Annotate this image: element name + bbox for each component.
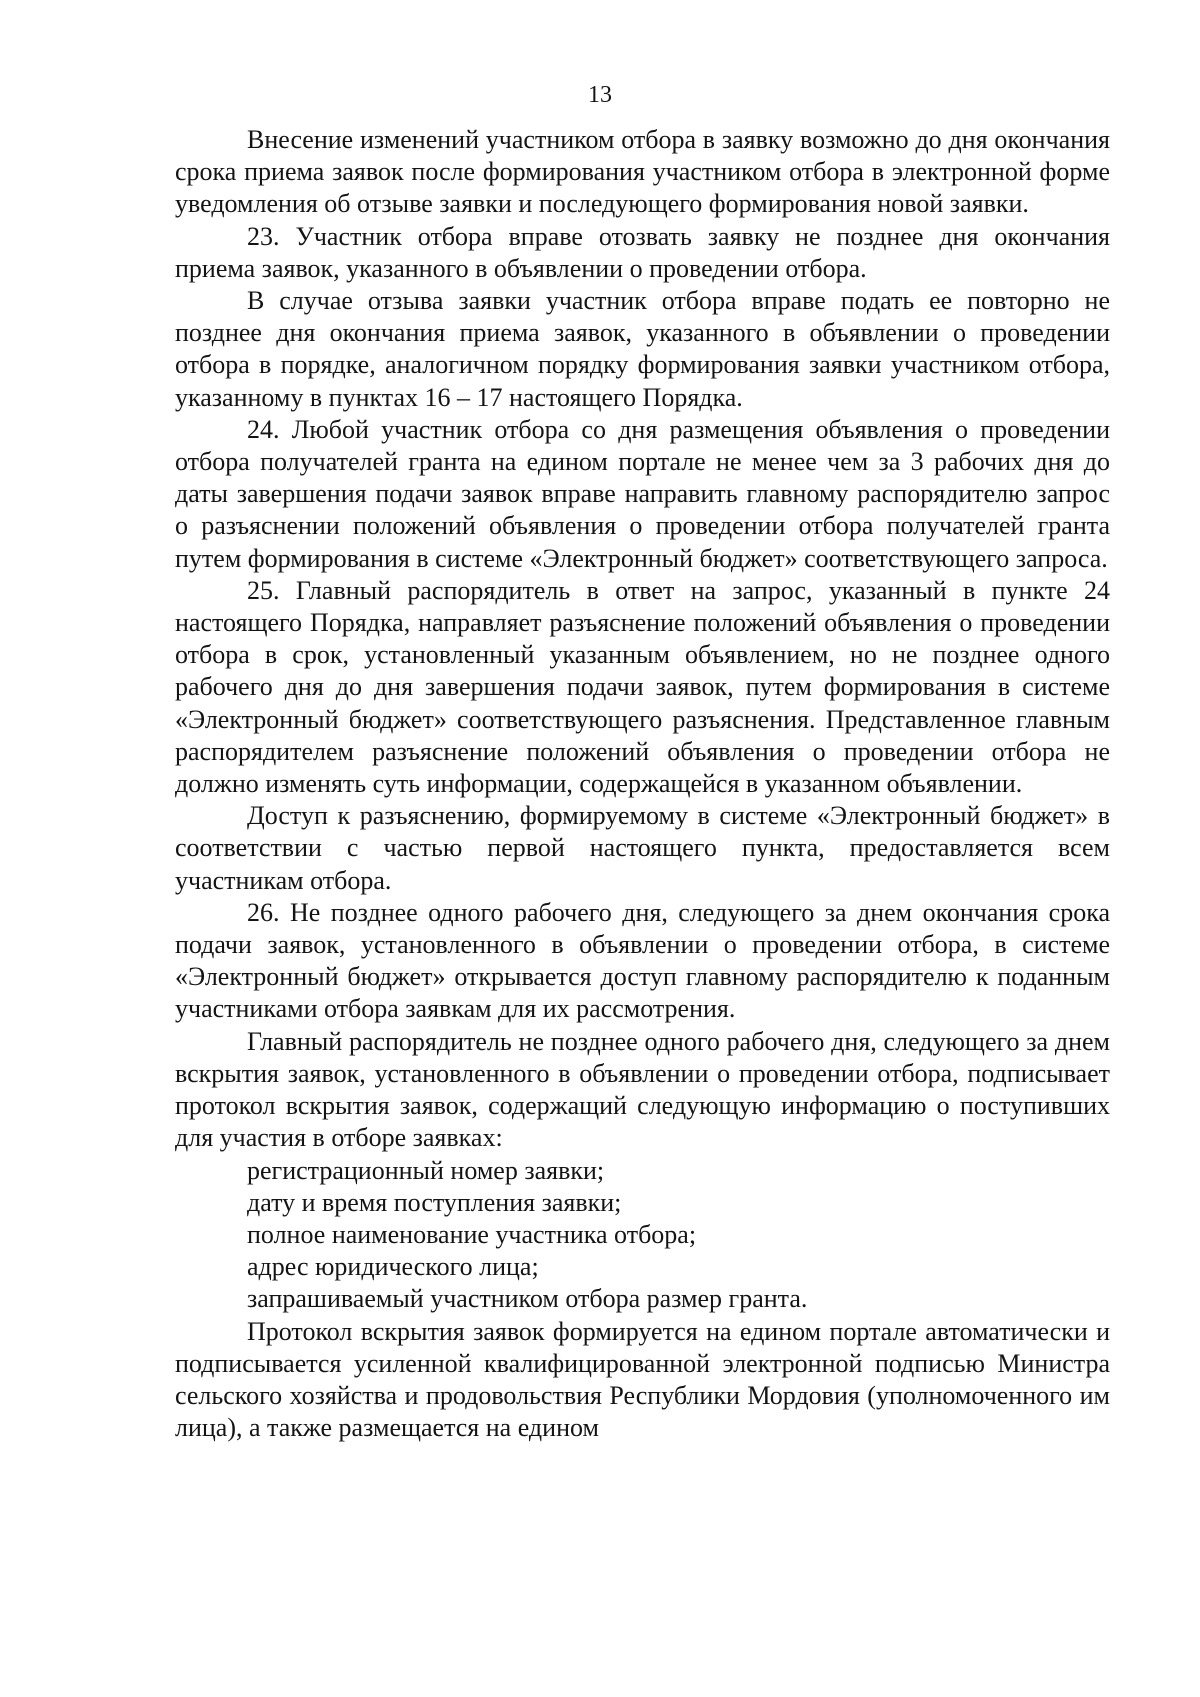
paragraph-access: Доступ к разъяснению, формируемому в системе «Электронный бюджет» в соответствии с частью первой настоящего пункта, предоставляется всем участникам отбора. xyxy=(175,801,1110,895)
list-item: адрес юридического лица; xyxy=(247,1252,539,1282)
list-item: дату и время поступления заявки; xyxy=(247,1187,622,1217)
paragraph-protocol-signing: Главный распорядитель не позднее одного рабочего дня, следующего за днем вскрытия заявок, установленного в объявлении о проведении отбора, подписывает протокол вскрытия заявок, содержащий следующую информацию о поступивших для участия в отборе заявках: xyxy=(175,1026,1110,1153)
paragraph-amendment: Внесение изменений участником отбора в заявку возможно до дня окончания срока приема заявок после формирования участником отбора в электронной форме уведомления об отзыве заявки и последующего формирования новой заявки. xyxy=(175,125,1110,219)
paragraph-23: 23. Участник отбора вправе отозвать заявку не позднее дня окончания приема заявок, указанного в объявлении о проведении отбора. xyxy=(175,221,1110,283)
paragraph-resubmission: В случае отзыва заявки участник отбора вправе подать ее повторно не позднее дня окончания приема заявок, указанного в объявлении о проведении отбора в порядке, аналогичном порядку формирования заявки участником отбора, указанному в пунктах 16 – 17 настоящего Порядка. xyxy=(175,286,1110,412)
paragraph-25: 25. Главный распорядитель в ответ на запрос, указанный в пункте 24 настоящего Порядка, направляет разъяснение положений объявления о проведении отбора в срок, установленный указанным объявлением, но не позднее одного рабочего дня до дня завершения подачи заявок, путем формирования в системе «Электронный бюджет» соответствующего разъяснения. Представленное главным распорядителем разъяснение положений объявления о проведении отбора не должно изменять суть информации, содержащейся в указанном объявлении. xyxy=(175,575,1110,799)
document-body xyxy=(175,124,1110,1444)
paragraph-24: 24. Любой участник отбора со дня размещения объявления о проведении отбора получателей гранта на едином портале не менее чем за 3 рабочих дня до даты завершения подачи заявок вправе направить главному распорядителю запрос о разъяснении положений объявления о проведении отбора получателей гранта путем формирования в системе «Электронный бюджет» соответствующего запроса. xyxy=(175,414,1110,573)
paragraph-26: 26. Не позднее одного рабочего дня, следующего за днем окончания срока подачи заявок, установленного в объявлении о проведении отбора, в системе «Электронный бюджет» открывается доступ главному распорядителю к поданным участниками отбора заявкам для их рассмотрения. xyxy=(175,897,1110,1024)
list-item: полное наименование участника отбора; xyxy=(247,1219,697,1249)
page-number: 13 xyxy=(588,82,612,108)
paragraph-protocol-portal: Протокол вскрытия заявок формируется на едином портале автоматически и подписывается усиленной квалифицированной электронной подписью Министра сельского хозяйства и продовольствия Республики Мордовия (уполномоченного им лица), а также размещается на едином xyxy=(175,1316,1110,1443)
list-item: регистрационный номер заявки; xyxy=(247,1155,605,1185)
list-item: запрашиваемый участником отбора размер гранта. xyxy=(247,1284,808,1314)
